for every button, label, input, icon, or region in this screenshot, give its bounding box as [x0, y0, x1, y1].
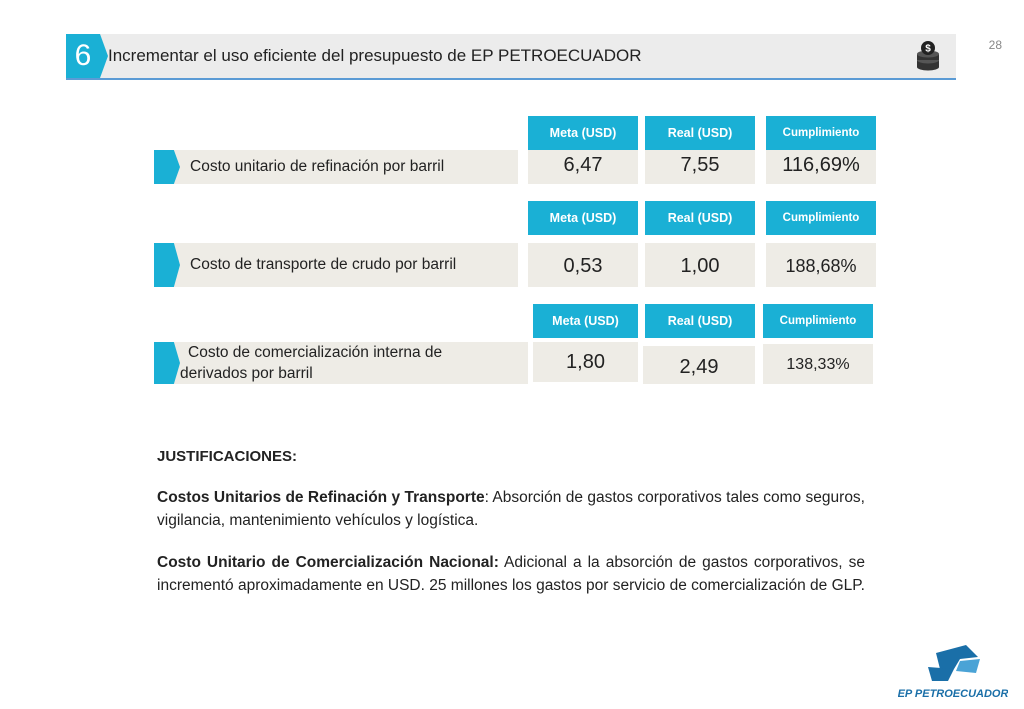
svg-text:$: $: [925, 43, 931, 55]
meta-header: Meta (USD): [528, 116, 638, 150]
real-header: Real (USD): [645, 201, 755, 235]
cumplimiento-header: Cumplimiento: [763, 304, 873, 338]
justification-1-heading: Costos Unitarios de Refinación y Transporte: [157, 489, 485, 506]
justification-2-heading: Costo Unitario de Comercialización Nacional:: [157, 554, 499, 571]
real-header: Real (USD): [645, 116, 755, 150]
real-value: 2,49: [643, 346, 755, 384]
real-value: 1,00: [645, 243, 755, 287]
indicator-label: Costo de transporte de crudo por barril: [190, 256, 457, 273]
section-title: Incrementar el uso eficiente del presupuesto de EP PETROECUADOR: [108, 46, 642, 65]
justifications-title: JUSTIFICACIONES:: [157, 448, 298, 465]
indicator-label: Costo unitario de refinación por barril: [190, 158, 445, 175]
meta-value: 0,53: [528, 243, 638, 287]
cumplimiento-header: Cumplimiento: [766, 201, 876, 235]
justification-paragraph-2: [157, 551, 865, 597]
page-number: 28: [988, 38, 1002, 52]
cumplimiento-value: 116,69%: [766, 150, 876, 184]
indicator-label-line2: derivados por barril: [180, 365, 313, 382]
cumplimiento-header: Cumplimiento: [766, 116, 876, 150]
indicator-label-line1: Costo de comercialización interna de: [188, 344, 443, 361]
justification-paragraph-1: [157, 486, 865, 532]
indicator-row-comercializacion: [154, 342, 528, 384]
indicator-row-transporte: [154, 243, 518, 287]
cumplimiento-value: 138,33%: [763, 344, 873, 384]
section-header: [66, 34, 956, 80]
meta-header: Meta (USD): [533, 304, 638, 338]
cumplimiento-value: 188,68%: [766, 243, 876, 287]
real-value: 7,55: [645, 150, 755, 184]
justification-1-text: : Absorción de gastos corporativos tales como seguros, vigilancia, mantenimiento vehículos y logística.: [157, 489, 865, 529]
indicator-row-refinacion: [154, 150, 518, 184]
meta-value: 6,47: [528, 150, 638, 184]
petroecuador-logo: [898, 641, 1008, 701]
meta-value: 1,80: [533, 342, 638, 382]
justification-2-text: Adicional a la absorción de gastos corporativos, se incrementó aproximadamente en USD. 25 millones los gastos por servicio de comercialización de GLP.: [157, 554, 865, 594]
chevron-icon: [154, 243, 180, 287]
meta-header: Meta (USD): [528, 201, 638, 235]
money-stack-icon: [914, 40, 942, 72]
section-number: 6: [66, 34, 100, 78]
real-header: Real (USD): [645, 304, 755, 338]
svg-text:EP PETROECUADOR: EP PETROECUADOR: [898, 688, 1008, 700]
chevron-icon: [154, 342, 180, 384]
chevron-icon: [154, 150, 180, 184]
